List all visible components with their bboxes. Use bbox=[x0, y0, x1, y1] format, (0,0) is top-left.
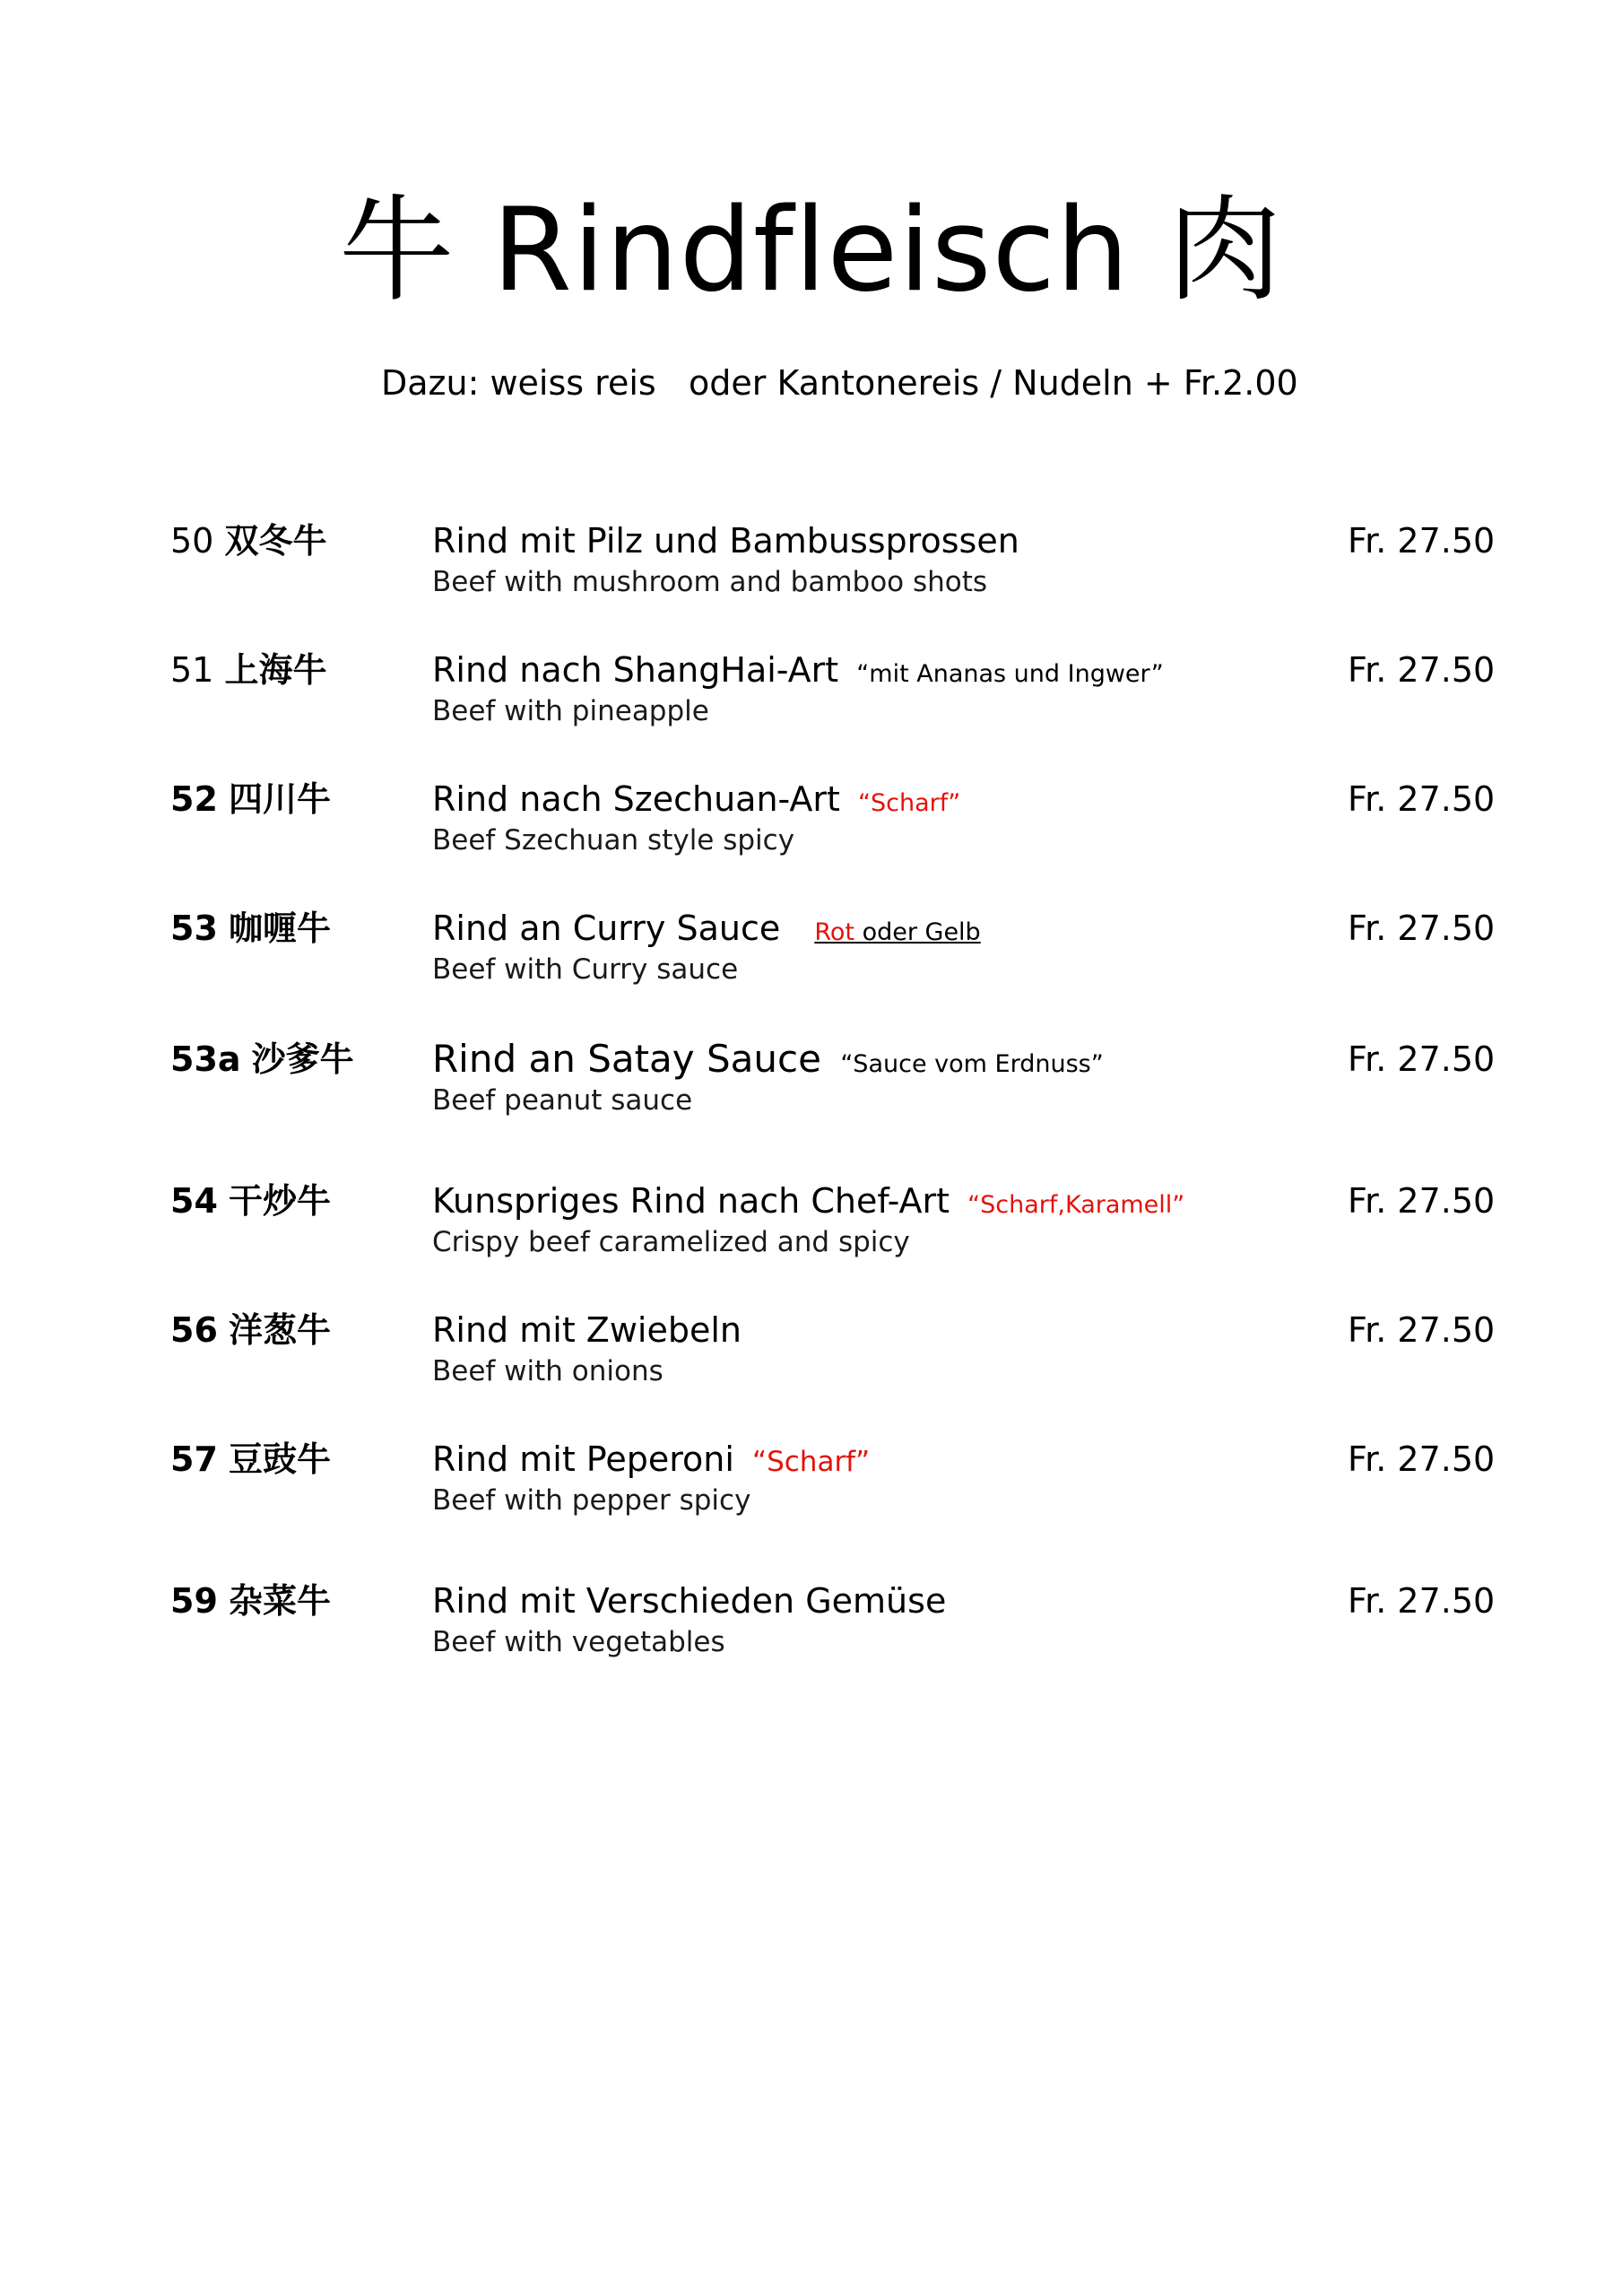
menu-item bbox=[0, 518, 1622, 617]
menu-item bbox=[0, 1308, 1622, 1406]
item-description: Beef with mushroom and bamboo shots bbox=[432, 566, 988, 598]
item-name: Rind mit Pilz und Bambussprossen bbox=[432, 521, 1019, 561]
item-price: Fr. 27.50 bbox=[1348, 909, 1496, 948]
item-price: Fr. 27.50 bbox=[1348, 650, 1496, 690]
item-number: 59 杂菜牛 bbox=[170, 1581, 331, 1621]
title-text: Rindfleisch bbox=[492, 184, 1130, 317]
item-name: Kunspriges Rind nach Chef-Art “Scharf,Karamell” bbox=[432, 1181, 1185, 1221]
item-name: Rind mit Verschieden Gemüse bbox=[432, 1581, 947, 1621]
item-description: Beef with vegetables bbox=[432, 1626, 725, 1658]
curry-red-option: Rot bbox=[814, 918, 854, 946]
menu-item bbox=[0, 1178, 1622, 1277]
item-number: 52 四川牛 bbox=[170, 779, 331, 819]
item-name: Rind nach Szechuan-Art “Scharf” bbox=[432, 779, 961, 819]
item-price: Fr. 27.50 bbox=[1348, 1439, 1496, 1479]
item-number: 56 洋葱牛 bbox=[170, 1310, 331, 1350]
item-description: Beef with Curry sauce bbox=[432, 953, 739, 986]
item-note: “mit Ananas und Ingwer” bbox=[856, 660, 1164, 688]
item-note: “Sauce vom Erdnuss” bbox=[840, 1050, 1104, 1078]
item-description: Beef with onions bbox=[432, 1355, 664, 1387]
title-hanzi-left: 牛 bbox=[339, 184, 455, 317]
item-name: Rind an Satay Sauce “Sauce vom Erdnuss” bbox=[432, 1037, 1104, 1081]
item-description: Crispy beef caramelized and spicy bbox=[432, 1226, 910, 1258]
item-price: Fr. 27.50 bbox=[1348, 1581, 1496, 1621]
side-dish-alternative: oder Kantonereis / Nudeln + Fr.2.00 bbox=[689, 363, 1298, 403]
item-name: Rind nach ShangHai-Art “mit Ananas und Ingwer” bbox=[432, 650, 1164, 690]
spicy-note: “Scharf” bbox=[858, 789, 961, 817]
title-hanzi-right: 肉 bbox=[1167, 184, 1283, 317]
item-number: 51 上海牛 bbox=[170, 650, 327, 690]
curry-yellow-option: oder Gelb bbox=[854, 918, 981, 946]
menu-item bbox=[0, 1578, 1622, 1677]
item-number: 53 咖喱牛 bbox=[170, 909, 331, 948]
item-description: Beef peanut sauce bbox=[432, 1084, 693, 1117]
item-price: Fr. 27.50 bbox=[1348, 779, 1496, 819]
item-price: Fr. 27.50 bbox=[1348, 1039, 1496, 1079]
item-name: Rind an Curry Sauce Rot oder Gelb bbox=[432, 909, 981, 948]
menu-item bbox=[0, 648, 1622, 746]
page-title bbox=[0, 184, 1622, 318]
item-name: Rind mit Peperoni “Scharf” bbox=[432, 1439, 871, 1479]
menu-item bbox=[0, 1437, 1622, 1535]
item-number: 53a 沙爹牛 bbox=[170, 1039, 354, 1079]
item-number: 57 豆豉牛 bbox=[170, 1439, 331, 1479]
spicy-note: “Scharf” bbox=[752, 1446, 871, 1478]
item-description: Beef Szechuan style spicy bbox=[432, 824, 795, 857]
item-number: 54 干炒牛 bbox=[170, 1181, 331, 1221]
spicy-note: “Scharf,Karamell” bbox=[967, 1191, 1185, 1219]
item-price: Fr. 27.50 bbox=[1348, 521, 1496, 561]
side-dish-rice: Dazu: weiss reis bbox=[381, 363, 656, 403]
item-number: 50 双冬牛 bbox=[170, 521, 327, 561]
menu-item bbox=[0, 777, 1622, 875]
curry-color-note bbox=[814, 918, 980, 946]
item-description: Beef with pineapple bbox=[432, 695, 709, 727]
item-description: Beef with pepper spicy bbox=[432, 1484, 751, 1517]
item-name: Rind mit Zwiebeln bbox=[432, 1310, 742, 1350]
menu-item bbox=[0, 1037, 1622, 1135]
item-price: Fr. 27.50 bbox=[1348, 1181, 1496, 1221]
item-price: Fr. 27.50 bbox=[1348, 1310, 1496, 1350]
menu-item bbox=[0, 906, 1622, 1004]
